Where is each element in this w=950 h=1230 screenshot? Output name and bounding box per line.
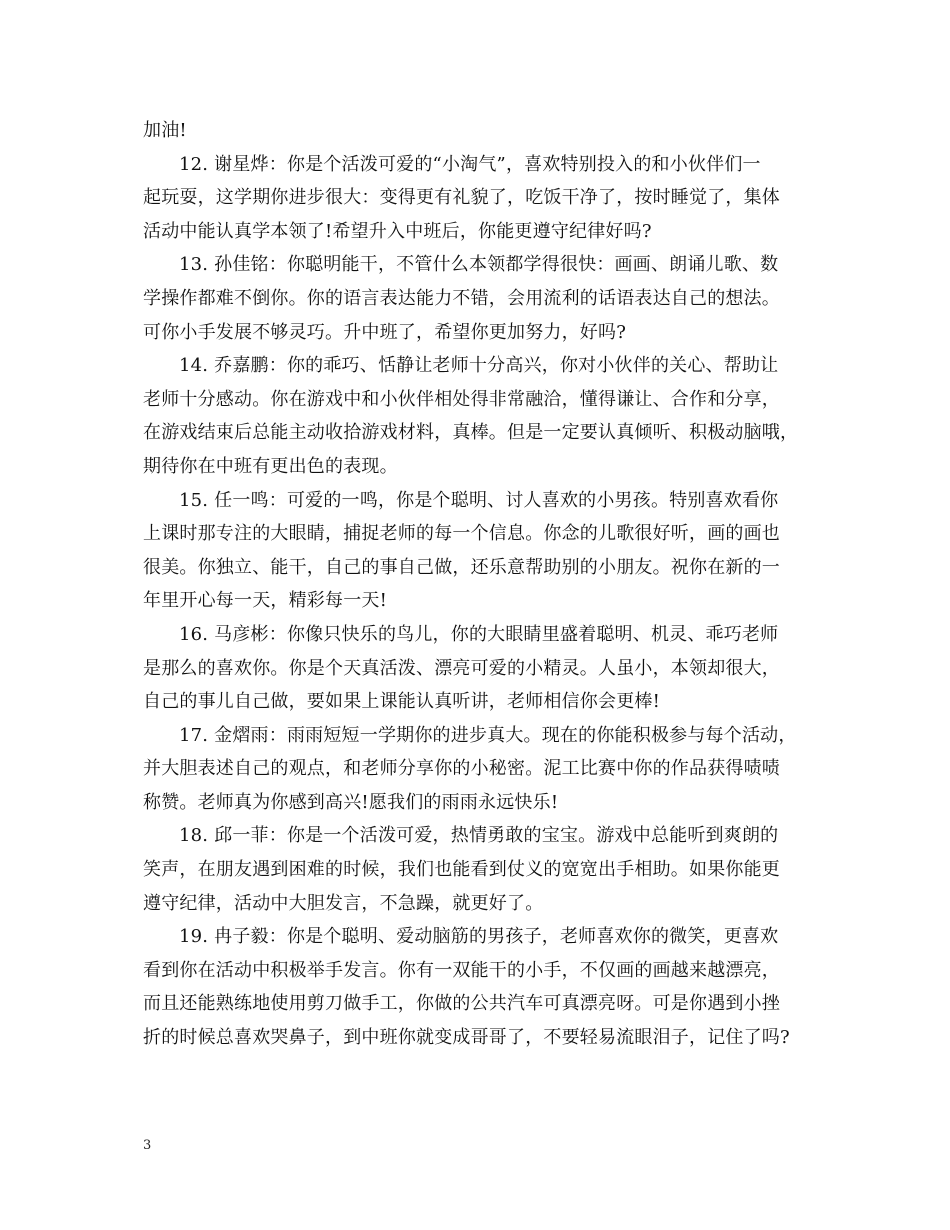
text-line: 19. 冉子毅：你是个聪明、爱动脑筋的男孩子，老师喜欢你的微笑，更喜欢	[179, 926, 779, 948]
text-line: 17. 金熠雨：雨雨短短一学期你的进步真大。现在的你能积极参与每个活动，	[179, 724, 797, 746]
page-number: 3	[143, 1138, 152, 1153]
text-line: 称赞。老师真为你感到高兴!愿我们的雨雨永远快乐!	[143, 791, 559, 813]
text-line: 笑声，在朋友遇到困难的时候，我们也能看到仗义的宽宽出手相助。如果你能更	[143, 859, 780, 881]
text-line: 很美。你独立、能干，自己的事自己做，还乐意帮助别的小朋友。祝你在新的一	[143, 556, 780, 578]
text-line: 而且还能熟练地使用剪刀做手工，你做的公共汽车可真漂亮呀。可是你遇到小挫	[143, 993, 780, 1015]
text-line: 老师十分感动。你在游戏中和小伙伴相处得非常融洽，懂得谦让、合作和分享，	[143, 388, 780, 410]
text-line: 上课时那专注的大眼睛，捕捉老师的每一个信息。你念的儿歌很好听，画的画也	[143, 523, 780, 545]
text-line: 折的时候总喜欢哭鼻子，到中班你就变成哥哥了，不要轻易流眼泪子，记住了吗?	[143, 1027, 790, 1049]
document-body	[143, 114, 823, 1055]
text-line: 在游戏结束后总能主动收拾游戏材料，真棒。但是一定要认真倾听、积极动脑哦，	[143, 422, 799, 444]
text-line: 13. 孙佳铭：你聪明能干，不管什么本领都学得很快：画画、朗诵儿歌、数	[179, 254, 779, 276]
text-line: 自己的事儿自己做，要如果上课能认真听讲，老师相信你会更棒!	[143, 691, 661, 713]
text-line: 加油!	[143, 120, 187, 141]
text-line: 期待你在中班有更出色的表现。	[143, 455, 398, 477]
text-line: 可你小手发展不够灵巧。升中班了，希望你更加努力，好吗?	[143, 321, 627, 343]
text-line: 并大胆表述自己的观点，和老师分享你的小秘密。泥工比赛中你的作品获得啧啧	[143, 758, 780, 780]
text-line: 14. 乔嘉鹏：你的乖巧、恬静让老师十分高兴，你对小伙伴的关心、帮助让	[179, 355, 779, 377]
text-line: 学操作都难不倒你。你的语言表达能力不错，会用流利的话语表达自己的想法。	[143, 287, 780, 309]
text-line: 看到你在活动中积极举手发言。你有一双能干的小手，不仅画的画越来越漂亮，	[143, 959, 780, 981]
text-line: 起玩耍，这学期你进步很大：变得更有礼貌了，吃饭干净了，按时睡觉了，集体	[143, 187, 780, 209]
text-line: 是那么的喜欢你。你是个天真活泼、漂亮可爱的小精灵。人虽小，本领却很大，	[143, 657, 780, 679]
text-line: 遵守纪律，活动中大胆发言，不急躁，就更好了。	[143, 892, 544, 914]
text-line: 18. 邱一菲：你是一个活泼可爱，热情勇敢的宝宝。游戏中总能听到爽朗的	[179, 825, 779, 847]
text-line: 活动中能认真学本领了!希望升入中班后，你能更遵守纪律好吗?	[143, 220, 652, 242]
text-line: 16. 马彦彬：你像只快乐的鸟儿，你的大眼睛里盛着聪明、机灵、乖巧老师	[179, 623, 779, 645]
text-line: 年里开心每一天，精彩每一天!	[143, 590, 388, 612]
text-line: 15. 任一鸣：可爱的一鸣，你是个聪明、讨人喜欢的小男孩。特别喜欢看你	[179, 489, 779, 511]
text-line: 12. 谢星烨：你是个活泼可爱的“小淘气”，喜欢特别投入的和小伙伴们一	[179, 153, 761, 175]
